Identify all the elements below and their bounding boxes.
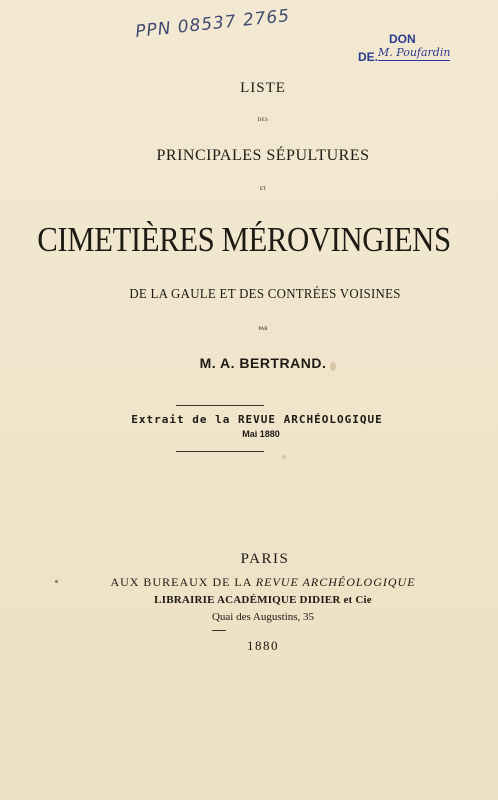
stamp-de-label: DE. [358, 50, 379, 64]
main-title: CIMETIÈRES MÉROVINGIENS [37, 220, 451, 259]
donation-stamp [356, 32, 466, 74]
imprint-publisher: LIBRAIRIE ACADÉMIQUE DIDIER et Cie [154, 594, 372, 606]
title-principales: PRINCIPALES SÉPULTURES [156, 147, 370, 164]
author: M. A. BERTRAND. [199, 355, 327, 371]
imprint-year: 1880 [247, 638, 279, 653]
title-par: PAR [258, 327, 268, 332]
stamp-don-label: DON [389, 32, 416, 46]
divider-rule [176, 405, 264, 406]
divider-rule [176, 451, 264, 452]
stamp-donor-signature: M. Poufardin [378, 46, 451, 59]
subtitle: DE LA GAULE ET DES CONTRÉES VOISINES [129, 287, 401, 302]
imprint-bureaux [14, 575, 498, 590]
bureaux-prefix: AUX BUREAUX DE LA [110, 575, 256, 589]
extract-prefix: Extrait de la [131, 413, 238, 426]
imprint-city: PARIS [240, 551, 290, 567]
title-liste: LISTE [240, 80, 286, 96]
title-des: DES [257, 118, 269, 123]
title-et: ET [259, 187, 267, 192]
bureaux-journal: REVUE ARCHÉOLOGIQUE [255, 575, 416, 589]
paper-foxing-spot [282, 455, 286, 459]
extract-date: Mai 1880 [242, 429, 280, 439]
imprint-address: Quai des Augustins, 35 [211, 611, 315, 623]
extract-note [8, 413, 498, 426]
extract-journal: REVUE ARCHÉOLOGIQUE [237, 413, 383, 426]
paper-foxing-spot [55, 580, 58, 583]
handwritten-reference: PPN 08537 2765 [134, 5, 291, 43]
paper-foxing-spot [330, 362, 336, 371]
divider-rule [212, 630, 226, 631]
